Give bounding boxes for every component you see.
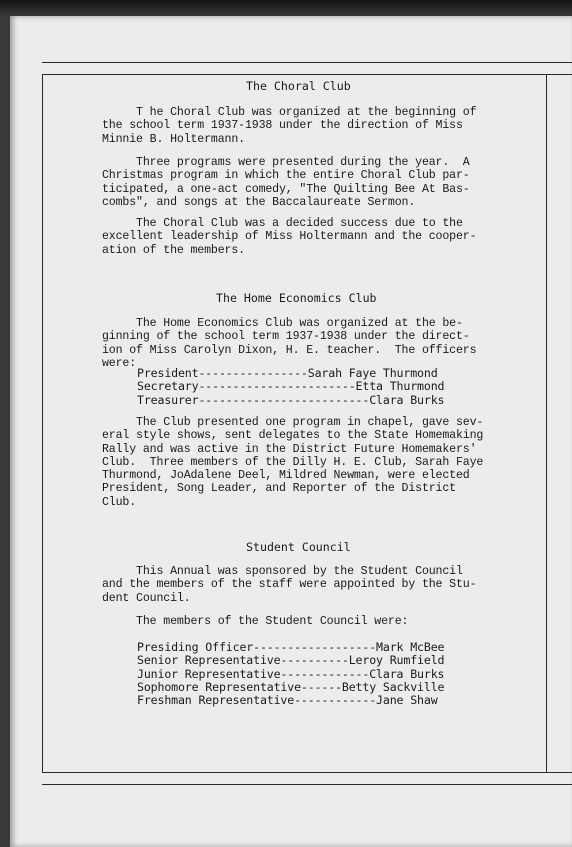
student-council-members xyxy=(137,641,444,707)
officer-secretary: Secretary-----------------------Etta Thurmond xyxy=(137,379,445,394)
student-council-heading: Student Council xyxy=(246,540,351,554)
bottom-rule-inner xyxy=(42,772,572,773)
council-member: Sophomore Representative------Betty Sackville xyxy=(137,679,445,694)
choral-paragraph-1: T he Choral Club was organized at the beginning of the school term 1937-1938 under the direction of Miss Minnie B. Holtermann. xyxy=(102,106,477,146)
council-member: Junior Representative-------------Clara Burks xyxy=(137,666,445,681)
council-member: Presiding Officer------------------Mark McBee xyxy=(137,640,445,654)
officer-president: President----------------Sarah Faye Thurmond xyxy=(137,366,438,380)
home-economics-paragraph-2: The Club presented one program in chapel, gave sev- eral style shows, sent delegates to the State Homemaking Rally and was active in the District Future Homemakers' Club. Three members of the Dilly H. E. Club, Sarah Faye Thurmond, JoAdalene Deel, Mildred Newman, were elected President, Song Leader, and Reporter of the District Club. xyxy=(102,416,484,509)
home-economics-heading: The Home Economics Club xyxy=(216,291,377,305)
right-border xyxy=(546,74,547,772)
choral-paragraph-2: Three programs were presented during the year. A Christmas program in which the entire Choral Club par- ticipated, a one-act comedy, "The Quilting Bee At Bas- combs", and songs at the Baccalaureate Sermon. xyxy=(102,156,470,209)
officer-treasurer: Treasurer-------------------------Clara Burks xyxy=(137,392,445,407)
left-border xyxy=(42,74,43,772)
council-member: Freshman Representative------------Jane Shaw xyxy=(137,693,438,708)
student-council-paragraph-2: The members of the Student Council were: xyxy=(102,615,409,628)
student-council-paragraph-1: This Annual was sponsored by the Student Council and the members of the staff were appointed by the Stu- dent Council. xyxy=(102,565,477,605)
bottom-rule xyxy=(42,784,572,785)
home-economics-paragraph-1: The Home Economics Club was organized at the be- ginning of the school term 1937-1938 under the direct- ion of Miss Carolyn Dixon, H. E. teacher. The officers were: xyxy=(102,317,477,370)
top-rule-inner xyxy=(42,74,572,75)
home-economics-officers xyxy=(137,367,444,407)
top-rule xyxy=(42,62,572,63)
choral-paragraph-3: The Choral Club was a decided success due to the excellent leadership of Miss Holtermann and the cooper- ation of the members. xyxy=(102,217,477,257)
council-member: Senior Representative----------Leroy Rumfield xyxy=(137,653,445,668)
choral-club-heading: The Choral Club xyxy=(246,79,351,93)
